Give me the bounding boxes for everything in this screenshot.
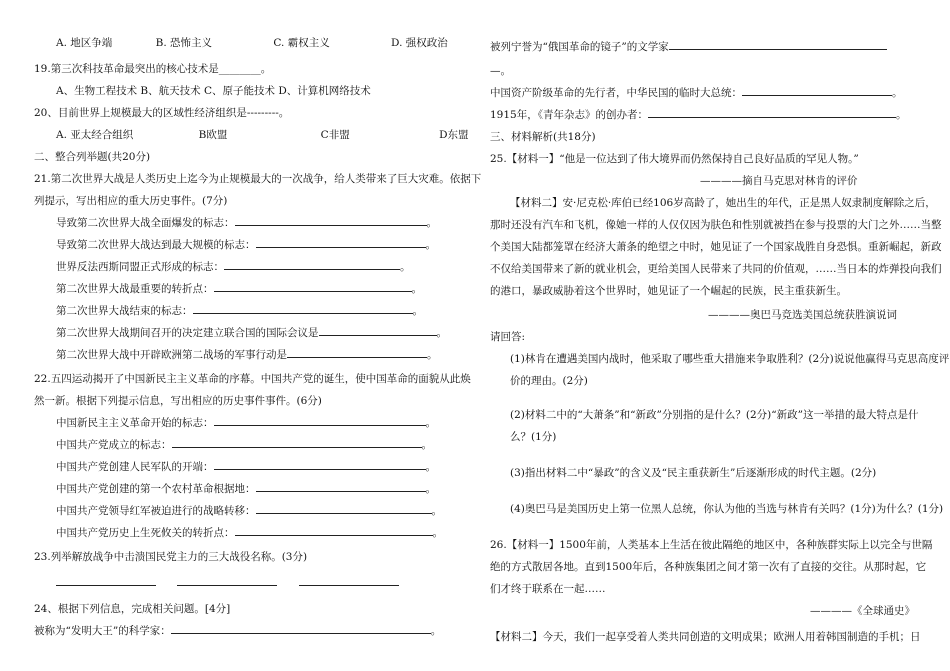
option-a: A. 地区争端 (56, 37, 113, 49)
q25-sub-3: (3)指出材料二中“暴政”的含义及“民主重获新生”后逐渐形成的时代主题。(2分) (510, 467, 877, 479)
answer-blank-1[interactable] (56, 576, 156, 586)
q21-item-1 (56, 216, 437, 230)
q25-sub-1-line2: 价的理由。(2分) (510, 375, 588, 387)
item-end: 。 (431, 505, 442, 517)
item-label: 中国资产阶级革命的先行者，中华民国的临时大总统： (490, 87, 742, 99)
q22-item-4 (56, 482, 436, 496)
option-d: D. 强权政治 (391, 37, 448, 49)
q22-stem-line2: 然一新。根据下列提示信息，写出相应的历史事件事件。(6分) (34, 395, 322, 407)
item-end: 。 (411, 283, 422, 295)
q25-material-2-line5: 的港口，暴政威胁着这个世界时，她见证了一个崛起的民族，民主重获新生。 (490, 285, 847, 297)
option-d: D东盟 (439, 129, 469, 141)
answer-blank[interactable] (256, 482, 426, 492)
item-end: 。 (425, 461, 436, 473)
item-label: 中国共产党领导红军被迫进行的战略转移： (56, 505, 256, 517)
item-label: 中国共产党创建人民军队的开端： (56, 461, 214, 473)
item-end: 。 (425, 239, 436, 251)
option-b: B. 恐怖主义 (155, 37, 213, 49)
item-label: 中国共产党历史上生死攸关的转折点： (56, 527, 235, 539)
q21-item-7 (56, 348, 438, 362)
option-c: C. 霸权主义 (273, 37, 330, 49)
answer-blank[interactable] (235, 216, 427, 226)
q21-item-4 (56, 282, 422, 296)
item-end: 。 (430, 625, 442, 637)
item-label: 被称为“发明大王”的科学家： (34, 625, 171, 637)
option-a: A. 亚太经合组织 (56, 129, 134, 141)
q24-item-2-tail: —。 (490, 65, 511, 77)
q20-options (56, 128, 468, 142)
q21-stem-line2: 列提示，写出相应的重大历史事件。(7分) (34, 195, 228, 207)
q26-material-1-source: ————《全球通史》 (810, 605, 915, 617)
answer-blank[interactable] (214, 282, 412, 292)
item-label: 第二次世界大战中开辟欧洲第二战场的军事行动是 (56, 349, 287, 361)
item-label: 中国新民主主义革命开始的标志： (56, 417, 214, 429)
q24-item-1 (34, 624, 441, 638)
answer-blank[interactable] (172, 438, 422, 448)
q23-stem: 23.列举解放战争中击溃国民党主力的三大战役名称。(3分) (34, 551, 308, 563)
answer-blank[interactable] (235, 526, 433, 536)
q25-sub-2-line2: 么？(1分) (510, 431, 557, 443)
item-end: 。 (425, 483, 436, 495)
q25-material-2-line3: 个美国大陆都笼罩在经济大萧条的绝望之中时，她见证了一个国家战胜自身恐惧。重新崛起，新政 (490, 241, 942, 253)
q25-material-2-line4: 不仅给美国带来了新的就业机会，更给美国人民带来了共同的价值观，……当日本的炸弹投向我们 (490, 263, 942, 275)
q25-material-2-source: ————奥巴马竞选美国总统获胜演说词 (708, 309, 897, 321)
option-b: B欧盟 (198, 129, 228, 141)
q25-sub-4: (4)奥巴马是美国历史上第一位黑人总统，你认为他的当选与林肯有关吗？(1分)为什么？(1分) (510, 503, 944, 515)
q24-stem: 24、根据下列信息，完成相关问题。[4分] (34, 603, 231, 615)
item-end: 。 (412, 305, 423, 317)
answer-blank[interactable] (224, 260, 400, 270)
q25-material-2-line2: 那时还没有汽车和飞机，像她一样的人仅仅因为肤色和性别就被挡在参与投票的大门之外……当整 (490, 219, 942, 231)
q25-material-2-line1: 【材料二】安·尼克松·库伯已经106岁高龄了，她出生的年代，正是黑人奴隶制度解除之后， (510, 197, 936, 209)
answer-blank[interactable] (193, 304, 413, 314)
item-end: 。 (895, 109, 907, 121)
item-end: 。 (421, 439, 432, 451)
item-end: 。 (425, 417, 436, 429)
q24-item-3 (490, 86, 903, 100)
q21-item-6 (56, 326, 447, 340)
item-end: 。 (426, 217, 437, 229)
q21-item-3 (56, 260, 411, 274)
q26-material-1-line3: 们才终于联系在一起…… (490, 583, 606, 595)
item-end: 。 (892, 87, 903, 99)
item-end: 。 (432, 527, 443, 539)
item-end: 。 (400, 261, 411, 273)
answer-blank[interactable] (214, 460, 426, 470)
section-2-title: 二、整合列举题(共20分) (34, 151, 151, 163)
q22-item-2 (56, 438, 432, 452)
answer-blank[interactable] (256, 504, 432, 514)
item-label: 第二次世界大战期间召开的决定建立联合国的国际会议是 (56, 327, 319, 339)
section-3-title: 三、材料解析(共18分) (490, 131, 596, 143)
q26-material-1-line2: 绝的方式散居各地。直到1500年后，各种族集团之间才第一次有了直接的交往。从那时起，它 (490, 561, 927, 573)
item-label: 第二次世界大战结束的标志： (56, 305, 193, 317)
q25-sub-1-line1: (1)林肯在遭遇美国内战时，他采取了哪些重大措施来争取胜利？(2分)说说他赢得马克思高度评 (510, 353, 950, 365)
q22-item-5 (56, 504, 442, 518)
answer-blank[interactable] (287, 348, 427, 358)
item-end: 。 (436, 327, 447, 339)
item-label: 第二次世界大战最重要的转折点： (56, 283, 214, 295)
q26-material-1-line1: 26.【材料一】1500年前，人类基本上生活在彼此隔绝的地区中，各种族群实际上以完全与世隔 (490, 539, 933, 551)
item-label: 1915年，《青年杂志》的创办者： (490, 109, 648, 121)
answer-blank[interactable] (319, 326, 437, 336)
q21-item-2 (56, 238, 436, 252)
q21-item-5 (56, 304, 423, 318)
answer-blank[interactable] (171, 624, 431, 634)
q22-item-3 (56, 460, 436, 474)
item-label: 世界反法西斯同盟正式形成的标志： (56, 261, 224, 273)
answer-blank[interactable] (742, 86, 892, 96)
answer-blank[interactable] (648, 108, 896, 118)
q26-material-2: 【材料二】今天，我们一起享受着人类共同创造的文明成果；欧洲人用着韩国制造的手机；日 (490, 631, 921, 643)
item-label: 导致第二次世界大战达到最大规模的标志： (56, 239, 256, 251)
q18-options (56, 36, 448, 50)
q22-item-1 (56, 416, 436, 430)
q25-material-1-source: ————摘自马克思对林肯的评价 (700, 175, 858, 187)
q22-stem-line1: 22.五四运动揭开了中国新民主主义革命的序幕。中国共产党的诞生，使中国革命的面貌从此焕 (34, 373, 471, 385)
answer-blank[interactable] (256, 238, 426, 248)
item-label: 被列宁誉为“俄国革命的镜子”的文学家 (490, 41, 669, 53)
q25-sub-2-line1: (2)材料二中的“大萧条”和“新政”分别指的是什么？(2分)“新政”这一举措的最大特点是什 (510, 409, 919, 421)
q21-stem-line1: 21.第二次世界大战是人类历史上迄今为止规模最大的一次战争，给人类带来了巨大灾难。依据下 (34, 173, 482, 185)
answer-blank[interactable] (214, 416, 426, 426)
q20-stem: 20、目前世界上规模最大的区域性经济组织是---------。 (34, 107, 290, 119)
item-label: 中国共产党创建的第一个农村革命根据地： (56, 483, 256, 495)
option-c: C非盟 (320, 129, 350, 141)
q22-item-6 (56, 526, 443, 540)
q19-stem: 19.第三次科技革命最突出的核心技术是________。 (34, 63, 272, 75)
answer-blank[interactable] (669, 40, 887, 50)
ask-label: 请回答: (490, 331, 526, 343)
item-label: 导致第二次世界大战全面爆发的标志： (56, 217, 235, 229)
item-label: 中国共产党成立的标志： (56, 439, 172, 451)
answer-blank-2[interactable] (177, 576, 277, 586)
q19-options: A、生物工程技术 B、航天技术 C、原子能技术 D、计算机网络技术 (56, 85, 371, 97)
item-end: 。 (427, 349, 438, 361)
answer-blank-3[interactable] (299, 576, 399, 586)
q24-item-4 (490, 108, 906, 122)
q23-blanks (56, 576, 399, 590)
q24-item-2 (490, 40, 887, 54)
q25-material-1: 25.【材料一】“他是一位达到了伟大境界而仍然保持自己良好品质的罕见人物。” (490, 153, 859, 165)
